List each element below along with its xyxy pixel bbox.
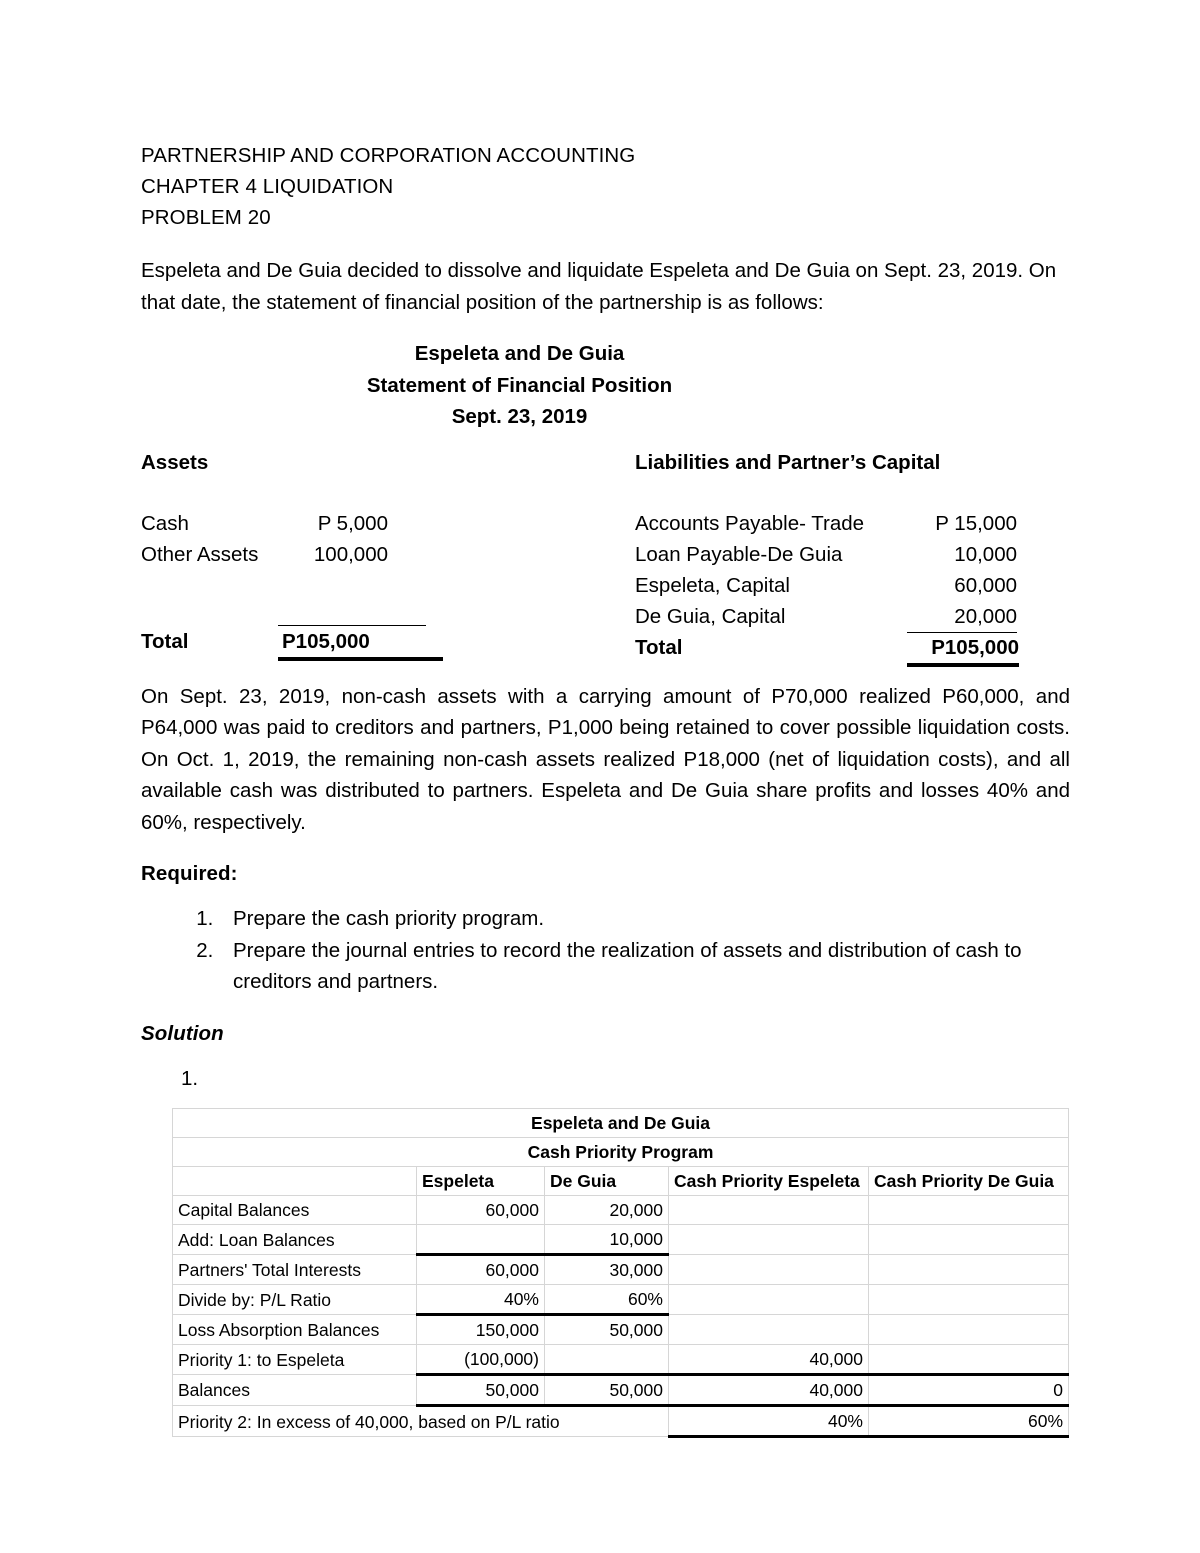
heading-line-2: CHAPTER 4 LIQUIDATION — [141, 175, 394, 198]
cell-espeleta: 60,000 — [417, 1196, 545, 1225]
cell-cp-deguia — [869, 1345, 1069, 1375]
cell-cp-espeleta — [669, 1285, 869, 1315]
cell-cp-espeleta — [669, 1255, 869, 1285]
table-header-row — [173, 1167, 1069, 1196]
row-label: Divide by: P/L Ratio — [173, 1285, 417, 1315]
cash-priority-program-table-wrapper — [172, 1108, 1068, 1438]
cell-espeleta: 50,000 — [417, 1375, 545, 1406]
cell-cp-espeleta — [669, 1196, 869, 1225]
statement-of-financial-position — [141, 447, 1070, 663]
row-label: Priority 1: to Espeleta — [173, 1345, 417, 1375]
cell-cp-deguia — [869, 1285, 1069, 1315]
statement-title-line-2: Statement of Financial Position — [366, 373, 673, 397]
liabilities-row-amount: P 15,000 — [935, 511, 1017, 535]
liabilities-row — [635, 570, 1070, 601]
liabilities-row-amount: 10,000 — [954, 542, 1017, 566]
table-row — [173, 1196, 1069, 1225]
cash-priority-program-table — [172, 1108, 1069, 1438]
row-label: Balances — [173, 1375, 417, 1406]
heading-line-1: PARTNERSHIP AND CORPORATION ACCOUNTING — [141, 144, 636, 167]
cell-cp-deguia — [869, 1225, 1069, 1255]
statement-title-block — [141, 338, 1070, 433]
liabilities-row — [635, 539, 1070, 570]
cell-cp-deguia — [869, 1315, 1069, 1345]
assets-row — [141, 508, 635, 539]
assets-row — [141, 539, 635, 570]
liabilities-row-amount: 60,000 — [954, 573, 1017, 597]
assets-total-row — [141, 626, 635, 657]
required-list — [141, 903, 1070, 998]
document-heading — [141, 140, 1070, 233]
cell-espeleta: 150,000 — [417, 1315, 545, 1345]
required-header: Required: — [141, 862, 238, 885]
liabilities-row-label: Espeleta, Capital — [635, 573, 790, 597]
cell-deguia — [545, 1345, 669, 1375]
row-label: Capital Balances — [173, 1196, 417, 1225]
column-header-cash-priority-deguia: Cash Priority De Guia — [869, 1167, 1069, 1196]
column-header-blank — [173, 1167, 417, 1196]
assets-header: Assets — [141, 450, 209, 474]
liabilities-row-label: Loan Payable-De Guia — [635, 542, 843, 566]
cell-deguia: 10,000 — [545, 1225, 669, 1255]
cell-cp-deguia — [869, 1196, 1069, 1225]
cell-espeleta: 40% — [417, 1285, 545, 1315]
row-label: Loss Absorption Balances — [173, 1315, 417, 1345]
statement-title-line-3: Sept. 23, 2019 — [451, 405, 588, 428]
cell-cp-espeleta — [669, 1315, 869, 1345]
cell-cp-espeleta — [669, 1225, 869, 1255]
liabilities-header: Liabilities and Partner’s Capital — [635, 450, 941, 474]
table-final-row — [173, 1406, 1069, 1437]
assets-row-label: Cash — [141, 511, 189, 535]
statement-section-headers — [141, 447, 1070, 478]
cell-deguia: 20,000 — [545, 1196, 669, 1225]
assets-total-label: Total — [141, 629, 189, 653]
liabilities-total-row — [635, 632, 1070, 663]
cell-cp-deguia: 0 — [869, 1375, 1069, 1406]
table-row — [173, 1255, 1069, 1285]
liabilities-total-amount: P105,000 — [907, 632, 1019, 667]
liabilities-column — [635, 508, 1070, 663]
liabilities-total-label: Total — [635, 635, 683, 659]
assets-row-label: Other Assets — [141, 542, 259, 566]
table-title-row — [173, 1109, 1069, 1138]
liabilities-row — [635, 601, 1070, 632]
required-list-item: 1. Prepare the cash priority program. — [219, 903, 1070, 935]
intro-paragraph: Espeleta and De Guia decided to dissolve and liquidate Espeleta and De Guia on Sept. 23, 2019. On that date, the statement of financial position of the partnership is as follows: — [141, 259, 1057, 314]
assets-total-amount: P105,000 — [278, 626, 443, 661]
table-row — [173, 1345, 1069, 1375]
liabilities-row-label: De Guia, Capital — [635, 604, 786, 628]
final-cell-cp-espeleta: 40% — [669, 1406, 869, 1437]
row-label: Partners' Total Interests — [173, 1255, 417, 1285]
assets-row-amount: P 5,000 — [317, 511, 388, 535]
cell-deguia: 30,000 — [545, 1255, 669, 1285]
table-row — [173, 1315, 1069, 1345]
column-header-cash-priority-espeleta: Cash Priority Espeleta — [669, 1167, 869, 1196]
liabilities-row-label: Accounts Payable- Trade — [635, 511, 865, 535]
liabilities-row — [635, 508, 1070, 539]
table-title-row — [173, 1138, 1069, 1167]
table-title-2: Cash Priority Program — [173, 1138, 1069, 1167]
facts-paragraph: On Sept. 23, 2019, non-cash assets with a carrying amount of P70,000 realized P60,000, and P64,000 was paid to creditors and partners, P1,000 being retained to cover possible liquidation costs. On Oct. 1, 2019, the remaining non-cash assets realized P18,000 (net of liquidation costs), and all available cash was distributed to partners. Espeleta and De Guia share profits and losses 40% and 60%, respectively. — [141, 684, 1070, 834]
table-title-1: Espeleta and De Guia — [173, 1109, 1069, 1138]
final-cell-cp-deguia: 60% — [869, 1406, 1069, 1437]
cell-deguia: 60% — [545, 1285, 669, 1315]
heading-line-3: PROBLEM 20 — [141, 206, 271, 229]
cell-cp-espeleta: 40,000 — [669, 1345, 869, 1375]
liabilities-row-amount: 20,000 — [907, 601, 1017, 633]
row-label: Add: Loan Balances — [173, 1225, 417, 1255]
solution-header: Solution — [141, 1021, 224, 1045]
statement-title-line-1: Espeleta and De Guia — [414, 342, 625, 365]
cell-espeleta — [417, 1225, 545, 1255]
table-row — [173, 1285, 1069, 1315]
assets-column — [141, 508, 635, 663]
column-header-deguia: De Guia — [545, 1167, 669, 1196]
table-row — [173, 1225, 1069, 1255]
solution-item-number: 1. — [181, 1066, 199, 1090]
cell-espeleta: (100,000) — [417, 1345, 545, 1375]
cell-deguia: 50,000 — [545, 1375, 669, 1406]
cell-espeleta: 60,000 — [417, 1255, 545, 1285]
table-row — [173, 1375, 1069, 1406]
cell-deguia: 50,000 — [545, 1315, 669, 1345]
required-list-item: 2. Prepare the journal entries to record the realization of assets and distribution of cash to creditors and partners. — [219, 935, 1070, 998]
column-header-espeleta: Espeleta — [417, 1167, 545, 1196]
cell-cp-deguia — [869, 1255, 1069, 1285]
final-row-label: Priority 2: In excess of 40,000, based on P/L ratio — [173, 1406, 669, 1437]
cell-cp-espeleta: 40,000 — [669, 1375, 869, 1406]
assets-row-amount: 100,000 — [313, 542, 388, 566]
